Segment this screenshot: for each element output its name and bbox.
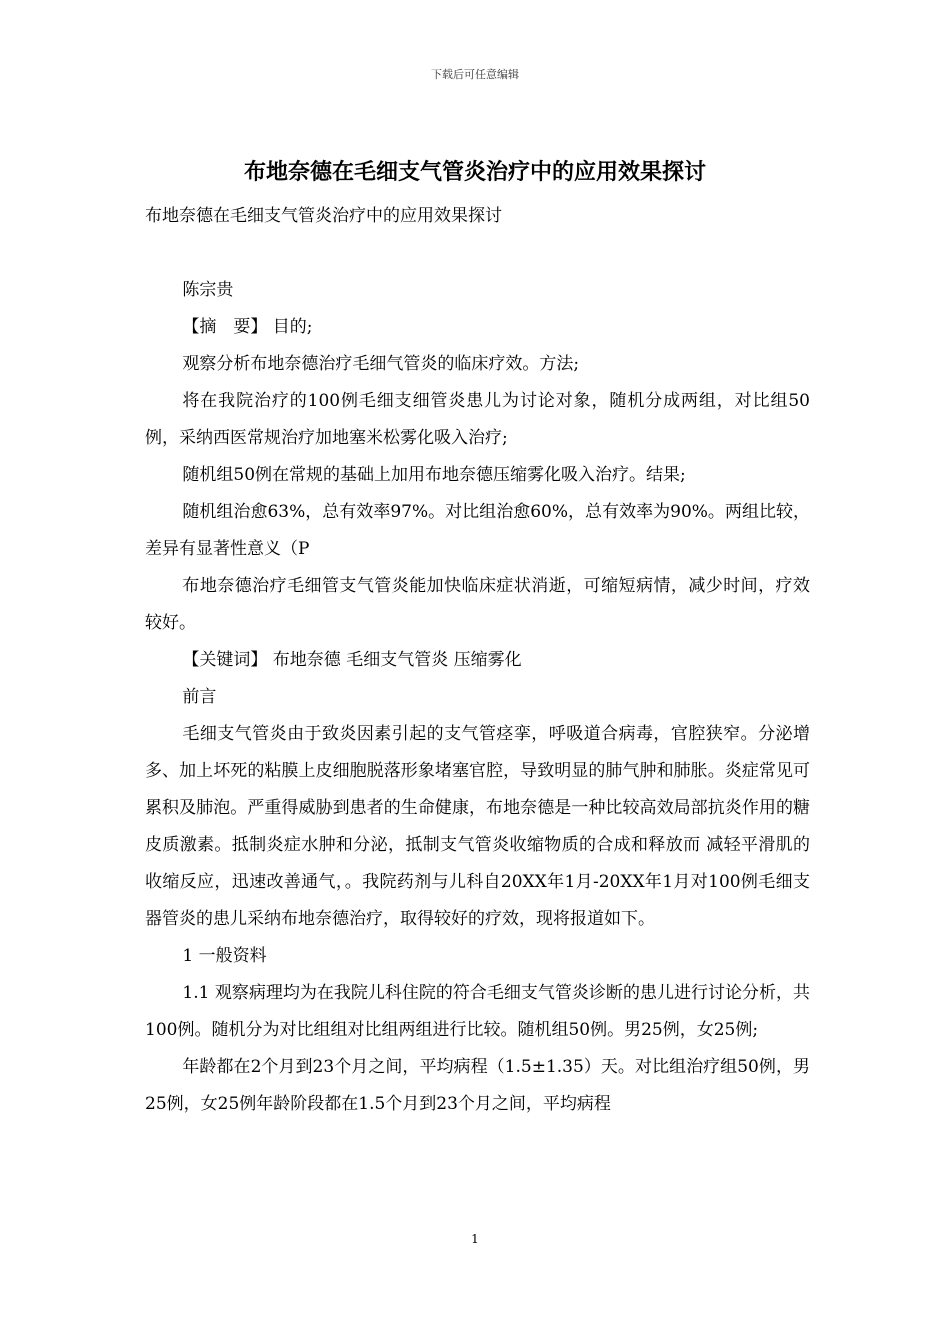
abstract-paragraph: 随机组50例在常规的基础上加用布地奈德压缩雾化吸入治疗。结果; (182, 465, 686, 485)
keywords-paragraph: 【关键词】 布地奈德 毛细支气管炎 压缩雾化 (182, 650, 522, 670)
header-note: 下载后可任意编辑 (431, 68, 519, 81)
abstract-paragraph: 布地奈德治疗毛细管支气管炎能加快临床症状消逝，可缩短病情，减少时间，疗效较好。 (145, 576, 810, 633)
body-paragraph: 年龄都在2个月到23个月之间，平均病程（1.5±1.35）天。对比组治疗组50例，男25例，女25例年龄阶段都在1.5个月到23个月之间，平均病程 (145, 1057, 810, 1114)
abstract-paragraph: 将在我院治疗的100例毛细支细管炎患儿为讨论对象，随机分成两组，对比组50例，采纳西医常规治疗加地塞米松雾化吸入治疗; (145, 391, 810, 448)
abstract-heading: 【摘 要】 目的; (182, 317, 313, 337)
section-heading-general: 1 一般资料 (182, 946, 267, 966)
abstract-paragraph: 观察分析布地奈德治疗毛细气管炎的临床疗效。方法; (182, 354, 580, 374)
body-paragraph: 1.1 观察病理均为在我院儿科住院的符合毛细支气管炎诊断的患儿进行讨论分析，共100例。随机分为对比组组对比组两组进行比较。随机组50例。男25例，女25例; (145, 983, 810, 1040)
document-title: 布地奈德在毛细支气管炎治疗中的应用效果探讨 (243, 159, 706, 185)
author-name: 陈宗贵 (182, 280, 234, 300)
page-number: 1 (471, 1232, 479, 1246)
subtitle-paragraph: 布地奈德在毛细支气管炎治疗中的应用效果探讨 (145, 206, 502, 226)
section-heading-preface: 前言 (182, 687, 217, 707)
abstract-paragraph: 随机组治愈63%，总有效率97%。对比组治愈60%，总有效率为90%。两组比较，差异有显著性意义（P (145, 502, 810, 559)
document-body (145, 198, 810, 1123)
body-paragraph: 毛细支气管炎由于致炎因素引起的支气管痉挛，呼吸道合病毒，官腔狭窄。分泌增多、加上坏死的粘膜上皮细胞脱落形象堵塞官腔，导致明显的肺气肿和肺胀。炎症常见可累积及肺泡。严重得威胁到患者的生命健康，布地奈德是一种比较高效局部抗炎作用的糖皮质激素。抵制炎症水肿和分泌，抵制支气管炎收缩物质的合成和释放而 减轻平滑肌的收缩反应，迅速改善通气，。我院药剂与儿科自20XX年1月-20XX年1月对100例毛细支器管炎的患儿采纳布地奈德治疗，取得较好的疗效，现将报道如下。 (145, 724, 810, 929)
